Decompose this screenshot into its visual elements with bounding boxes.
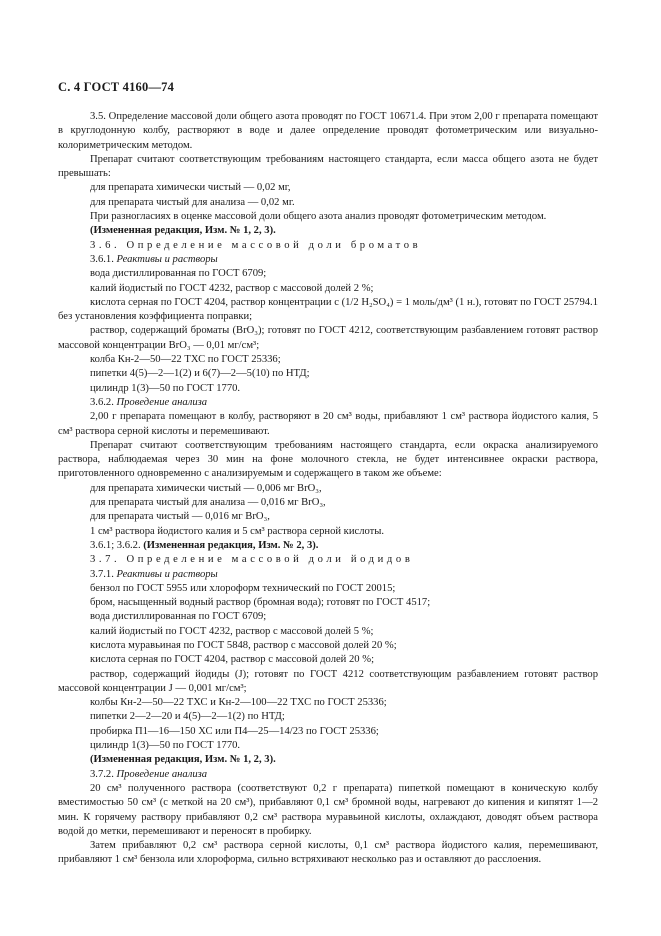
paragraph: Препарат считают соответствующим требованиям настоящего стандарта, если окраска анализируемого раствора, наблюдаемая через 30 мин на фоне молочного стекла, не будет интенсивнее окраски раствора, приготовленного одновременно с анализируемым и содержащего в таком же объеме: <box>58 439 598 480</box>
list-item: пипетки 2—2—20 и 4(5)—2—1(2) по НТД; <box>90 711 285 723</box>
list-item: пипетки 4(5)—2—1(2) и 6(7)—2—5(10) по НТД; <box>90 368 310 380</box>
list-item: кислота серная по ГОСТ 4204, раствор с массовой долей 20 %; <box>90 654 375 666</box>
list-item: бензол по ГОСТ 5955 или хлороформ технический по ГОСТ 20015; <box>90 582 396 594</box>
paragraph: раствор, содержащий йодиды (J); готовят по ГОСТ 4212 соответствующим разбавлением готовят раствор массовой концентрации J — 0,001 мг/см³; <box>58 668 598 694</box>
list-item: для препарата чистый для анализа — 0,02 мг. <box>90 196 295 208</box>
amendment-note: (Измененная редакция, Изм. № 1, 2, 3). <box>90 754 276 766</box>
list-item: для препарата чистый для анализа — 0,016 мг BrO₃, <box>90 497 326 509</box>
amendment-note: 3.6.1; 3.6.2. (Измененная редакция, Изм. № 2, 3). <box>90 539 319 551</box>
subsection-heading: 3.7.2. Проведение анализа <box>90 768 208 780</box>
list-item: цилиндр 1(3)—50 по ГОСТ 1770. <box>90 740 241 752</box>
list-item: вода дистиллированная по ГОСТ 6709; <box>90 268 267 280</box>
list-item: 1 см³ раствора йодистого калия и 5 см³ раствора серной кислоты. <box>90 525 385 537</box>
list-item: калий йодистый по ГОСТ 4232, раствор с массовой долей 2 %; <box>90 282 374 294</box>
list-item: колба Кн-2—50—22 ТХС по ГОСТ 25336; <box>90 354 281 366</box>
list-item: калий йодистый по ГОСТ 4232, раствор с массовой долей 5 %; <box>90 625 374 637</box>
list-item: пробирка П1—16—150 ХС или П4—25—14/23 по ГОСТ 25336; <box>90 725 379 737</box>
amendment-note: (Измененная редакция, Изм. № 1, 2, 3). <box>90 225 276 237</box>
list-item: для препарата химически чистый — 0,006 мг BrO₃, <box>90 482 322 494</box>
list-item: для препарата химически чистый — 0,02 мг, <box>90 182 291 194</box>
paragraph: При разногласиях в оценке массовой доли общего азота анализ проводят фотометрическим методом. <box>90 211 547 223</box>
paragraph: Затем прибавляют 0,2 см³ раствора серной кислоты, 0,1 см³ раствора йодистого калия, перемешивают, прибавляют 1 см³ бензола или хлороформа, сильно встряхивают несколько раз и оставляют до расслоения. <box>58 840 598 866</box>
section-heading: 3.6. Определение массовой доли броматов <box>90 239 422 251</box>
paragraph: кислота серная по ГОСТ 4204, раствор концентрации c (1/2 H₂SO₄) = 1 моль/дм³ (1 н.), готовят по ГОСТ 25794.1 без установления коэффициента поправки; <box>58 296 599 323</box>
paragraph: раствор, содержащий броматы (BrO₃); готовят по ГОСТ 4212, соответствующим разбавлением готовят раствор массовой концентрации BrO₃ — 0,01 мг/см³; <box>58 325 598 351</box>
page-header: С. 4 ГОСТ 4160—74 <box>58 80 175 94</box>
subsection-heading: 3.6.1. Реактивы и растворы <box>90 253 218 265</box>
paragraph: 2,00 г препарата помещают в колбу, растворяют в 20 см³ воды, прибавляют 1 см³ раствора йодистого калия, 5 см³ раствора серной кислоты и перемешивают. <box>58 411 598 437</box>
paragraph: 3.5. Определение массовой доли общего азота проводят по ГОСТ 10671.4. При этом 2,00 г препарата помещают в круглодонную колбу, растворяют в воде и далее определение проводят фотометрическим или визуально-колориметрическим методом. <box>58 111 598 151</box>
list-item: кислота муравьиная по ГОСТ 5848, раствор с массовой долей 20 %; <box>90 639 397 651</box>
document-body <box>58 110 598 868</box>
list-item: для препарата чистый — 0,016 мг BrO₃, <box>90 511 270 523</box>
list-item: вода дистиллированная по ГОСТ 6709; <box>90 611 267 623</box>
paragraph: Препарат считают соответствующим требованиям настоящего стандарта, если масса общего азота не будет превышать: <box>58 153 598 180</box>
list-item: цилиндр 1(3)—50 по ГОСТ 1770. <box>90 382 241 394</box>
list-item: колбы Кн-2—50—22 ТХС и Кн-2—100—22 ТХС по ГОСТ 25336; <box>90 697 387 709</box>
subsection-heading: 3.6.2. Проведение анализа <box>90 396 208 408</box>
subsection-heading: 3.7.1. Реактивы и растворы <box>90 568 218 580</box>
list-item: бром, насыщенный водный раствор (бромная вода); готовят по ГОСТ 4517; <box>90 597 431 609</box>
section-heading: 3.7. Определение массовой доли йодидов <box>90 554 414 566</box>
paragraph: 20 см³ полученного раствора (соответствуют 0,2 г препарата) пипеткой помещают в коническую колбу вместимостью 50 см³ (с меткой на 20 см³), прибавляют 0,1 см³ бромной воды, нагревают до кипения и кипятят 1—2 мин. К горячему раствору прибавляют 0,2 см³ раствора муравьиной кислоты, охлаждают, доводят объем раствора водой до метки, перемешивают и переносят в пробирку. <box>58 782 598 837</box>
